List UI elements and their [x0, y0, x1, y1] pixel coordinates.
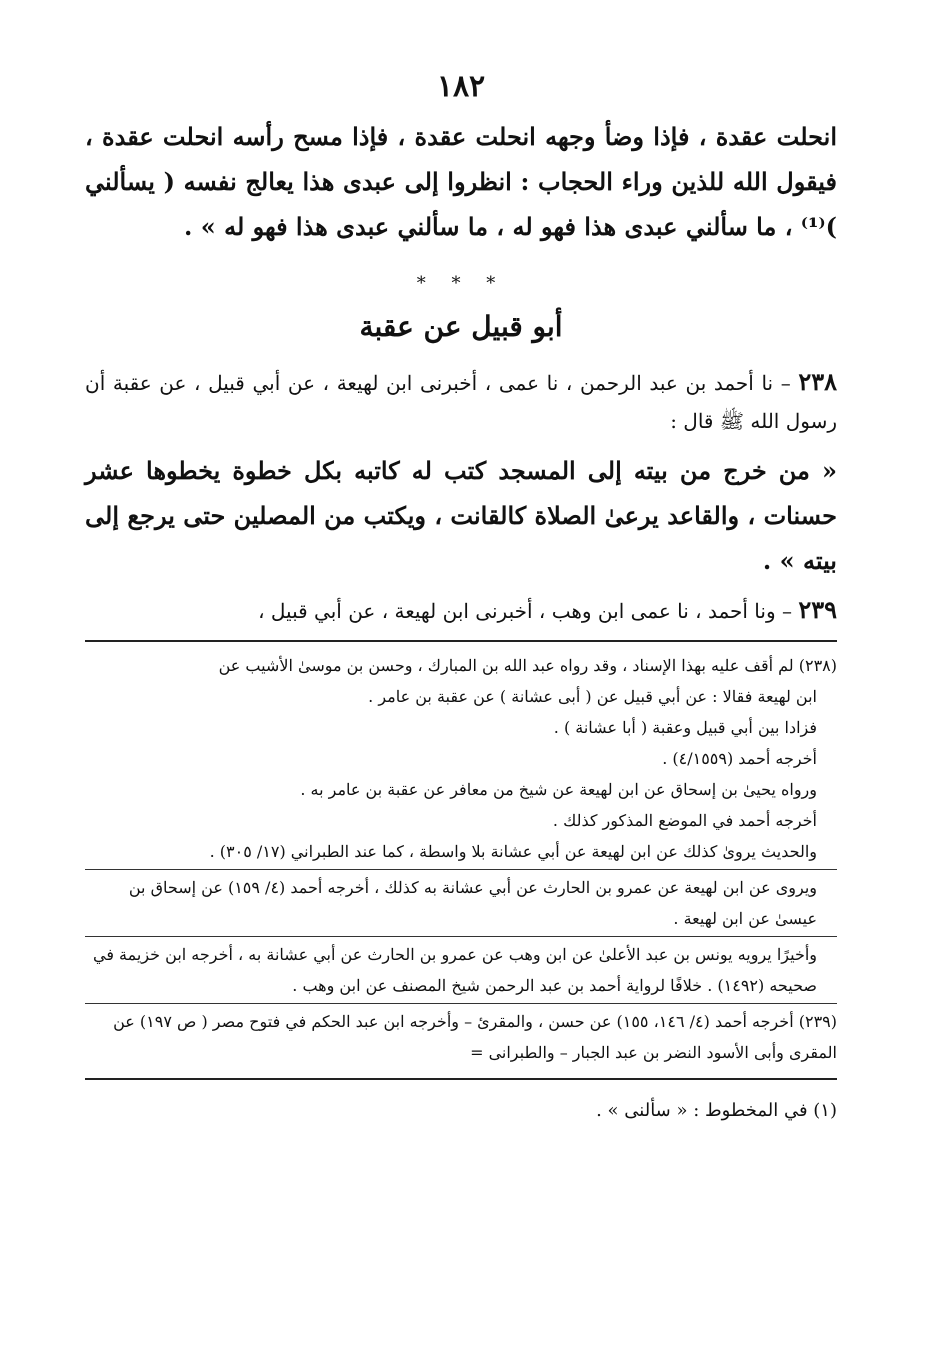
- note-238-line: ويروى عن ابن لهيعة عن عمرو بن الحارث عن أبي عشانة به كذلك ، أخرجه أحمد (٤/ ١٥٩) عن إسحاق بن عيسىٰ عن ابن لهيعة .: [128, 878, 817, 928]
- commentary-divider: [85, 640, 837, 642]
- note-238-line: أخرجه أحمد (٤/١٥٥٩) .: [662, 749, 817, 768]
- page-number: ١٨٢: [436, 69, 486, 104]
- note-separator: [85, 936, 837, 937]
- note-238-line: وأخيرًا يرويه يونس بن عبد الأعلىٰ عن ابن وهب عن عمرو بن الحارث عن أبي عشانة به ، أخرجه ابن خزيمة في صحيحه (١٤٩٢) . خلافًا لرواية أحمد بن عبد الرحمن شيخ المصنف عن ابن وهب .: [92, 945, 817, 995]
- note-238-line: والحديث يروىٰ كذلك عن ابن لهيعة عن أبي عشانة بلا واسطة ، كما عند الطبراني (١٧/ ٣٠٥) .: [209, 842, 817, 861]
- hadith-238-text: « من خرج من بيته إلى المسجد كتب له كاتبه بكل خطوة يخطوها عشر حسنات ، والقاعد يرعىٰ الصلاة كالقانت ، ويكتب من المصلين حتى يرجع إلى بيته » .: [85, 456, 837, 575]
- footnote-divider: [85, 1078, 837, 1080]
- note-239: (٢٣٩) أخرجه أحمد (٤/ ١٤٦، ١٥٥) عن حسن ، والمقرئ – وأخرجه ابن عبد الحكم في فتوح مصر ( ص ١٩٧) عن المقرى وأبى الأسود النضر بن عبد الجبار – والطبرانى =: [113, 1012, 837, 1062]
- note-238-line: (٢٣٨) لم أقف عليه بهذا الإسناد ، وقد رواه عبد الله بن المبارك ، وحسن بن موسىٰ الأشيب عن: [218, 656, 837, 675]
- footnote: (١) في المخطوط : « سألنى » .: [596, 1100, 837, 1121]
- isnad-text: – نا أحمد بن عبد الرحمن ، نا عمى ، أخبرنى ابن لهيعة ، عن أبي قبيل ، عن عقبة أن رسول الله ﷺ قال :: [85, 371, 837, 433]
- note-238-line: ابن لهيعة فقالا : عن أبي قبيل عن ( أبى عشانة ) عن عقبة بن عامر .: [368, 687, 817, 706]
- hadith-238-chain: [85, 363, 837, 440]
- hadith-number: ٢٣٩: [798, 595, 837, 624]
- hadith-239-chain: [85, 591, 837, 630]
- section-separator: * * *: [416, 273, 506, 294]
- note-238-line: فزادا بين أبي قبيل وعقبة ( أبا عشانة ) .: [553, 718, 817, 737]
- page: [85, 60, 837, 1139]
- isnad-text: – ونا أحمد ، نا عمى ابن وهب ، أخبرنى ابن لهيعة ، عن أبي قبيل ،: [258, 599, 799, 623]
- note-238-line: أخرجه أحمد في الموضع المذكور كذلك .: [552, 811, 817, 830]
- commentary-notes: [85, 650, 837, 1068]
- note-separator: [85, 1003, 837, 1004]
- note-separator: [85, 869, 837, 870]
- hadith-number: ٢٣٨: [798, 367, 837, 396]
- note-238-line: ورواه يحيىٰ بن إسحاق عن ابن لهيعة عن شيخ من معافر عن عقبة بن عامر به .: [300, 780, 817, 799]
- continued-hadith-text: انحلت عقدة ، فإذا وضأ وجهه انحلت عقدة ، فإذا مسح رأسه انحلت عقدة ، فيقول الله للذين وراء الحجاب : انظروا إلى عبدى هذا يعالج نفسه ( يسألني )⁽¹⁾ ، ما سألني عبدى هذا فهو له ، ما سألني عبدى هذا فهو له » .: [85, 122, 837, 241]
- section-heading: أبو قبيل عن عقبة: [359, 310, 563, 343]
